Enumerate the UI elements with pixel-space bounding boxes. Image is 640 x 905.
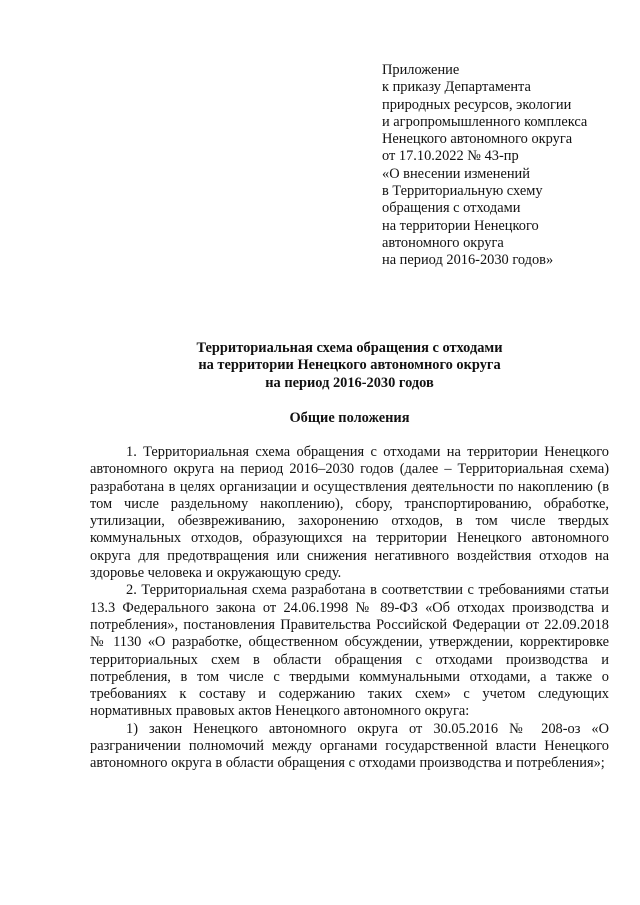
- title-line: на территории Ненецкого автономного округа: [198, 357, 501, 374]
- paragraph: 2. Территориальная схема разработана в соответствии с требованиями статьи 13.3 Федерального закона от 24.06.1998 № 89-ФЗ «Об отходах производства и потребления», постановления Правительства Российской Федерации от 22.09.2018 № 1130 «О разработке, общественном обсуждении, утверждении, корректировке территориальных схем в области обращения с отходами производства и потребления, в том числе с твердыми коммунальными отходами, а также о требованиях к составу и содержанию таких схем» с учетом следующих нормативных правовых актов Ненецкого автономного округа:: [90, 582, 609, 720]
- annex-line: природных ресурсов, экологии: [382, 96, 572, 113]
- annex-line: в Территориальную схему: [382, 183, 543, 200]
- annex-line: от 17.10.2022 № 43-пр: [382, 148, 519, 165]
- annex-line: автономного округа: [382, 234, 504, 251]
- document-title: [90, 340, 609, 392]
- annex-line: и агропромышленного комплекса: [382, 113, 588, 130]
- paragraph: 1. Территориальная схема обращения с отходами на территории Ненецкого автономного округа на период 2016–2030 годов (далее – Территориальная схема) разработана в целях организации и осуществления деятельности по накоплению (в том числе раздельному накоплению), сбору, транспортированию, обработке, утилизации, обезвреживанию, захоронению отходов, в том числе твердых коммунальных отходов, образующихся на территории Ненецкого автономного округа для предотвращения или снижения негативного воздействия отходов на здоровье человека и окружающую среду.: [90, 444, 609, 582]
- section-heading: Общие положения: [289, 410, 410, 426]
- annex-line: Ненецкого автономного округа: [382, 131, 573, 148]
- title-line: Территориальная схема обращения с отходами: [196, 340, 503, 356]
- document-body: [90, 444, 609, 773]
- annex-line: Приложение: [382, 62, 460, 78]
- annex-line: на территории Ненецкого: [382, 217, 539, 234]
- annex-line: обращения с отходами: [382, 200, 521, 217]
- title-line: на период 2016-2030 годов: [265, 374, 434, 391]
- annex-line: «О внесении изменений: [382, 165, 530, 182]
- annex-block: [382, 62, 632, 270]
- paragraph: 1) закон Ненецкого автономного округа от 30.05.2016 № 208-оз «О разграничении полномочий между органами государственной власти Ненецкого автономного округа в области обращения с отходами производства и потребления»;: [90, 720, 609, 772]
- annex-line: к приказу Департамента: [382, 79, 531, 96]
- annex-line: на период 2016-2030 годов»: [382, 252, 554, 269]
